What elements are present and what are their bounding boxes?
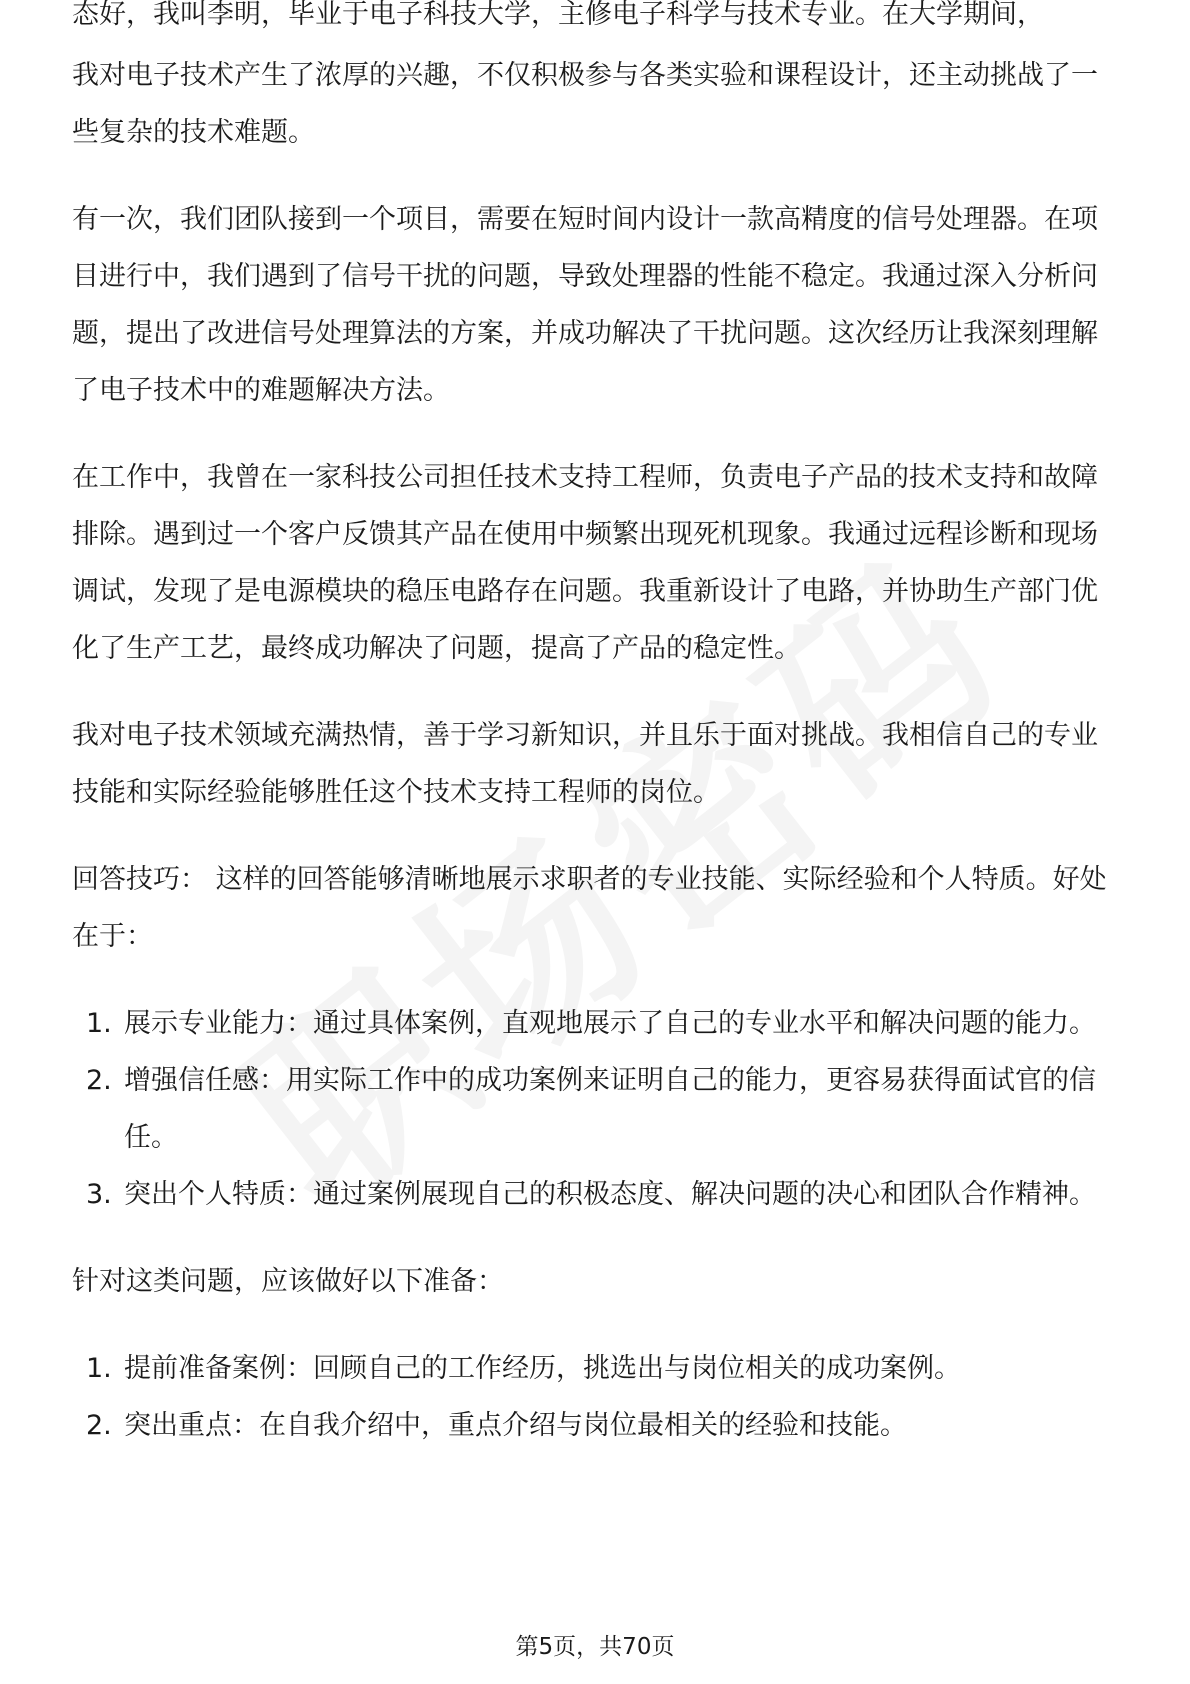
page-footer: 第5页，共70页	[515, 1634, 675, 1660]
list-item	[72, 1166, 1118, 1223]
list-item	[72, 1052, 1118, 1166]
answer-tips-paragraph: 回答技巧： 这样的回答能够清晰地展示求职者的专业技能、实际经验和个人特质。好处在于：	[72, 864, 1107, 952]
list-number: 2.	[86, 1065, 112, 1096]
list-number: 2.	[86, 1410, 112, 1441]
list-item	[72, 1340, 1118, 1397]
list-item-text: 展示专业能力：通过具体案例，直观地展示了自己的专业水平和解决问题的能力。	[124, 1008, 1096, 1039]
list-item-text: 突出个人特质：通过案例展现自己的积极态度、解决问题的决心和团队合作精神。	[124, 1179, 1096, 1210]
paragraph-3: 在工作中，我曾在一家科技公司担任技术支持工程师，负责电子产品的技术支持和故障排除。遇到过一个客户反馈其产品在使用中频繁出现死机现象。我通过远程诊断和现场调试，发现了是电源模块的稳压电路存在问题。我重新设计了电路，并协助生产部门优化了生产工艺，最终成功解决了问题，提高了产品的稳定性。	[72, 462, 1098, 664]
list-number: 1.	[86, 1008, 112, 1039]
list-number: 1.	[86, 1353, 112, 1384]
paragraph-2: 有一次，我们团队接到一个项目，需要在短时间内设计一款高精度的信号处理器。在项目进行中，我们遇到了信号干扰的问题，导致处理器的性能不稳定。我通过深入分析问题，提出了改进信号处理算法的方案，并成功解决了干扰问题。这次经历让我深刻理解了电子技术中的难题解决方法。	[72, 204, 1098, 406]
list-number: 3.	[86, 1179, 112, 1210]
partial-top-line	[72, 0, 1118, 46]
preparation-list	[72, 1340, 1118, 1454]
preparation-intro: 针对这类问题，应该做好以下准备：	[72, 1266, 504, 1297]
document-body	[72, 0, 1118, 1454]
list-item-text: 提前准备案例：回顾自己的工作经历，挑选出与岗位相关的成功案例。	[124, 1353, 961, 1384]
list-item	[72, 995, 1118, 1052]
list-item	[72, 1397, 1118, 1454]
benefits-list	[72, 995, 1118, 1223]
paragraph-1: 我对电子技术产生了浓厚的兴趣，不仅积极参与各类实验和课程设计，还主动挑战了一些复杂的技术难题。	[72, 60, 1098, 148]
list-item-text: 增强信任感：用实际工作中的成功案例来证明自己的能力，更容易获得面试官的信任。	[124, 1065, 1096, 1153]
partial-top-text: 态好，我叫李明，毕业于电子科技大学，主修电子科学与技术专业。在大学期间，	[72, 0, 1044, 30]
paragraph-4: 我对电子技术领域充满热情，善于学习新知识，并且乐于面对挑战。我相信自己的专业技能和实际经验能够胜任这个技术支持工程师的岗位。	[72, 720, 1098, 808]
list-item-text: 突出重点：在自我介绍中，重点介绍与岗位最相关的经验和技能。	[124, 1410, 907, 1441]
